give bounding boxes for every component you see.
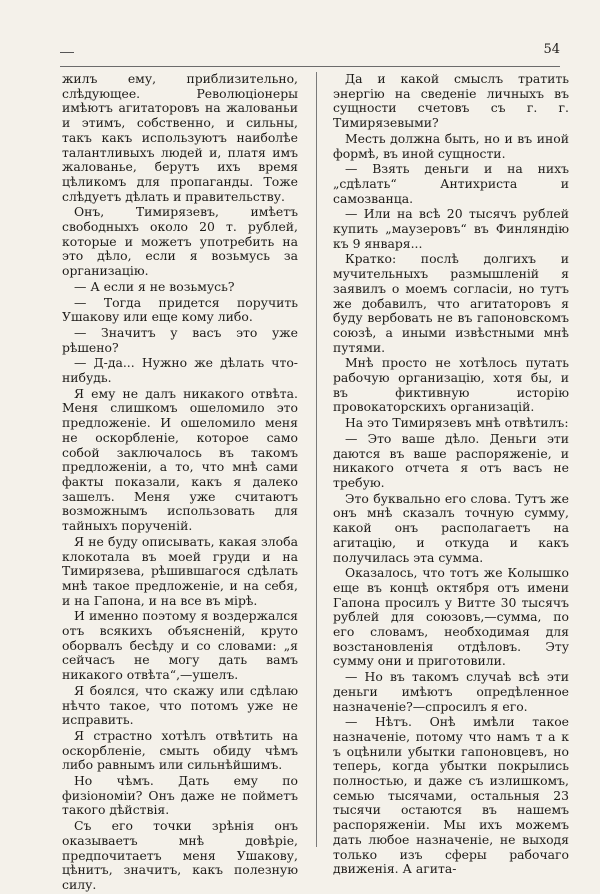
paragraph: — Нѣтъ. Онѣ имѣли такое назначеніе, потому что намъ т а к ъ оцѣнили убытки гапоновцевъ, но теперь, когда убытки покрылись полностью, и даже съ излишкомъ, семью тысячами, остальныя 23 тысячи остаются въ нашемъ распоряженіи. Мы ихъ можемъ дать любое назначеніе, не выходя только изъ сферы рабочаго движенія. А агита-	[333, 714, 569, 877]
paragraph: — Это ваше дѣло. Деньги эти даются въ ваше распоряженіе, и никакого отчета я отъ васъ не требую.	[333, 430, 569, 490]
paragraph: На это Тимирязевъ мнѣ отвѣтилъ:	[345, 415, 569, 431]
paragraph: Кратко: послѣ долгихъ и мучительныхъ размышленій я заявилъ о моемъ согласіи, но тутъ же добавилъ, что агитаторовъ я буду вербовать не въ гапоновскомъ союзѣ, а иными извѣстными мнѣ путями.	[333, 251, 569, 355]
paragraph: — Взять деньги и на нихъ „сдѣлать“ Антихриста и самозванца.	[333, 161, 569, 206]
paragraph: Мнѣ просто не хотѣлось путать рабочую организацію, хотя бы, и въ фиктивную исторію провокаторскихъ организацій.	[333, 355, 569, 415]
header-dash	[60, 52, 74, 53]
paragraph: — Значитъ у васъ это уже рѣшено?	[62, 324, 298, 355]
paragraph: — Тогда придется поручить Ушакову или еще кому либо.	[62, 294, 298, 325]
paragraph: Я не буду описывать, какая злоба клокотала въ моей груди и на Тимирязева, рѣшившагося сдѣлать мнѣ такое предложеніе, и на себя, и на Гапона, и на все въ мірѣ.	[62, 533, 298, 608]
page-header	[60, 40, 560, 64]
paragraph: Оказалось, что тотъ же Колышко еще въ концѣ октября отъ имени Гапона просилъ у Витте 30 тысячъ рублей для союзовъ,—сумма, по его словамъ, необходимая для возстановленія отдѣловъ. Эту сумму они и приготовили.	[333, 565, 569, 669]
paragraph: Я боялся, что скажу или сдѣлаю нѣчто такое, что потомъ уже не исправить.	[62, 682, 298, 728]
header-rule	[60, 66, 560, 67]
paragraph: жилъ ему, приблизительно, слѣдующее. Революціонеры имѣютъ агитаторовъ на жалованьи и этимъ, собственно, и сильны, такъ какъ используютъ наиболѣе талантливыхъ людей и, платя имъ жалованье, берутъ ихъ время цѣликомъ для пропаганды. Тоже слѣдуетъ дѣлать и правительству.	[62, 71, 298, 204]
left-column	[62, 72, 298, 894]
paragraph: Но чѣмъ. Дать ему по физіономіи? Онъ даже не пойметъ такого дѣйствія.	[62, 773, 298, 818]
paragraph: Да и какой смыслъ тратить энергію на сведеніе личныхъ въ сущности счетовъ съ г. г. Тимирязевыми?	[333, 71, 569, 131]
paragraph: — Д-да... Нужно же дѣлать что-нибудь.	[62, 355, 298, 386]
right-column	[333, 72, 569, 878]
page-number: 54	[543, 42, 560, 57]
column-divider	[316, 72, 317, 847]
paragraph: Съ его точки зрѣнія онъ оказываетъ мнѣ довѣріе, предпочитаетъ меня Ушакову, цѣнитъ, значитъ, какъ полезную силу.	[62, 818, 298, 892]
paragraph: — Но въ такомъ случаѣ всѣ эти деньги имѣютъ опредѣленное назначеніе?—спросилъ я его.	[333, 669, 569, 714]
paragraph: Это буквально его слова. Тутъ же онъ мнѣ сказалъ точную сумму, какой онъ располагаетъ на агитацію, и откуда и какъ получилась эта сумма.	[333, 490, 569, 565]
paragraph: И именно поэтому я воздержался отъ всякихъ объясненій, круто оборвалъ бесѣду и со словами: „я сейчасъ не могу дать вамъ никакого отвѣта“,—ушелъ.	[62, 608, 298, 683]
paragraph: Онъ, Тимирязевъ, имѣетъ свободныхъ около 20 т. рублей, которые и можетъ употребить на это дѣло, если я возьмусь за организацію.	[62, 204, 298, 279]
paragraph: — Или на всѣ 20 тысячъ рублей купить „маузеровъ“ въ Финляндію къ 9 января...	[333, 206, 569, 251]
paragraph: Я ему не далъ никакого отвѣта. Меня слишкомъ ошеломило это предложеніе. И ошеломило меня не оскорбленіе, которое само собой заключалось въ такомъ предложеніи, а то, что мнѣ сами факты показали, какъ я далеко зашелъ. Меня уже считаютъ возможнымъ использовать для тайныхъ порученій.	[62, 385, 298, 534]
paragraph: Я страстно хотѣлъ отвѣтить на оскорбленіе, смыть обиду чѣмъ либо равнымъ или сильнѣйшимъ.	[62, 727, 298, 773]
paragraph: — А если я не возьмусь?	[74, 278, 235, 294]
paragraph: Месть должна быть, но и въ иной формѣ, въ иной сущности.	[333, 130, 569, 161]
